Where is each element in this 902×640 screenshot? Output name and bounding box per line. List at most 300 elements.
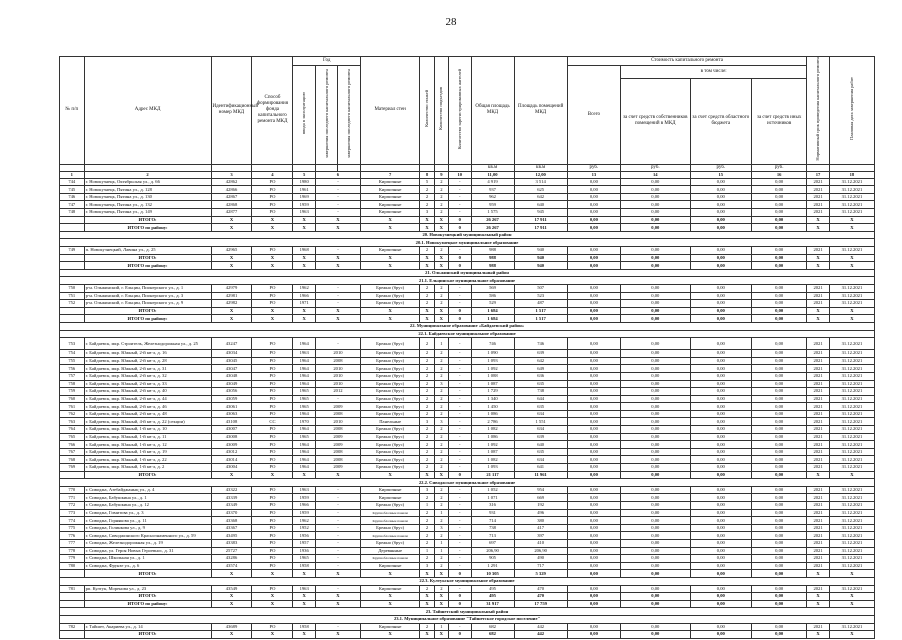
table-cell: 0,00 xyxy=(620,593,690,601)
table-cell: 0,00 xyxy=(567,623,620,631)
table-cell: 771 xyxy=(60,494,85,502)
table-cell: 757 xyxy=(60,372,85,380)
table-cell: - xyxy=(449,448,472,456)
table-cell: 31.12.2021 xyxy=(829,357,874,365)
table-cell: Брежно (брус) xyxy=(360,284,419,292)
table-cell: 0,00 xyxy=(567,509,620,517)
table-cell: 0,00 xyxy=(567,562,620,570)
table-cell: 0,00 xyxy=(690,517,751,525)
table-cell: 1 xyxy=(420,547,434,555)
table-cell: 0,00 xyxy=(752,403,807,411)
total-row xyxy=(60,216,875,224)
table-cell: 2 xyxy=(420,372,434,380)
table-cell: 2 xyxy=(434,517,448,525)
table-cell: 0 xyxy=(449,593,472,601)
table-cell: РО xyxy=(252,426,293,434)
table-cell: 0,00 xyxy=(620,494,690,502)
table-cell: 0,00 xyxy=(567,193,620,201)
table-cell: 754 xyxy=(60,350,85,358)
table-cell: X xyxy=(434,570,448,578)
table-cell: 2 xyxy=(434,410,448,418)
table-cell: 772 xyxy=(60,502,85,510)
table-cell: 0,00 xyxy=(567,307,620,315)
table-cell: 2 xyxy=(434,562,448,570)
table-cell: 0,00 xyxy=(567,403,620,411)
table-cell: РО xyxy=(252,178,293,186)
table-cell: 0,00 xyxy=(620,209,690,217)
table-cell: г. Новокузнецк, Пятина ул., д. 149 xyxy=(84,209,211,217)
table-cell: 397 xyxy=(514,532,567,540)
table-cell: 0,00 xyxy=(620,300,690,308)
table-cell: 0,00 xyxy=(690,357,751,365)
table-cell: 1 xyxy=(434,509,448,517)
table-cell: Кирпичные xyxy=(360,585,419,593)
table-cell: 0,00 xyxy=(690,201,751,209)
table-cell: 713 xyxy=(471,532,514,540)
table-cell: 0,00 xyxy=(567,547,620,555)
table-cell: 940 xyxy=(514,262,567,270)
table-cell: 2021 xyxy=(807,562,830,570)
col-id: Идентификационный номер МКД xyxy=(211,57,252,165)
table-row xyxy=(60,509,875,517)
table-cell: 0,00 xyxy=(620,448,690,456)
table-cell: 2 xyxy=(434,209,448,217)
table-cell: 1964 xyxy=(293,426,316,434)
table-row xyxy=(60,388,875,396)
table-cell: 43045 xyxy=(211,357,252,365)
table-cell: X xyxy=(420,307,434,315)
table-cell: г. Байдаевск, мкр. Южный, 1-й кв-л, д. 2 xyxy=(84,464,211,472)
table-cell: - xyxy=(315,486,360,494)
table-cell: 782 xyxy=(60,623,85,631)
table-cell: 0,00 xyxy=(567,224,620,232)
table-cell: X xyxy=(293,216,316,224)
table-cell: 642 xyxy=(514,193,567,201)
table-row xyxy=(60,464,875,472)
table-cell: 2008 xyxy=(315,410,360,418)
table-cell: 2010 xyxy=(315,418,360,426)
table-cell: X xyxy=(252,631,293,639)
table-cell: Брежно (брус) xyxy=(360,441,419,449)
table-cell: 2021 xyxy=(807,292,830,300)
table-cell: 3 xyxy=(420,209,434,217)
table-cell: 0,00 xyxy=(620,539,690,547)
table-cell: 0,00 xyxy=(690,247,751,255)
table-cell: 1 xyxy=(434,547,448,555)
table-cell: Кирпичные xyxy=(360,186,419,194)
table-cell: Крупноблочные панели xyxy=(360,532,419,540)
column-number: 7 xyxy=(360,171,419,178)
table-cell: 1963 xyxy=(293,209,316,217)
table-cell: 42981 xyxy=(211,292,252,300)
table-cell: г. Байдаевск, мкр. Южный, 2-й кв-л, д. 40 xyxy=(84,388,211,396)
table-cell: 1 684 xyxy=(471,315,514,323)
table-cell: X xyxy=(293,307,316,315)
table-cell: 0,00 xyxy=(752,593,807,601)
table-cell: - xyxy=(315,395,360,403)
section-title: 22.3. Култукское муниципальное образование xyxy=(60,577,875,585)
table-cell: 2 xyxy=(434,448,448,456)
table-cell: X xyxy=(211,307,252,315)
table-cell: 2 xyxy=(434,388,448,396)
table-cell: 746 xyxy=(514,338,567,350)
table-cell: 0,00 xyxy=(620,471,690,479)
table-cell: 0,00 xyxy=(752,486,807,494)
table-cell: 43549 xyxy=(211,585,252,593)
table-cell: X xyxy=(293,631,316,639)
table-cell: 0,00 xyxy=(620,486,690,494)
table-cell: 0,00 xyxy=(567,315,620,323)
table-cell: 0,00 xyxy=(752,338,807,350)
table-cell: г. Байдаевск, мкр. Южный, 2-й кв-л, д. 44 xyxy=(84,395,211,403)
table-cell: - xyxy=(315,539,360,547)
table-cell: 43034 xyxy=(211,350,252,358)
table-cell: 755 xyxy=(60,357,85,365)
table-row xyxy=(60,338,875,350)
table-cell: 2 xyxy=(420,186,434,194)
table-cell: 3 xyxy=(434,524,448,532)
table-cell: 0,00 xyxy=(690,300,751,308)
table-cell: X xyxy=(211,315,252,323)
table-cell: 764 xyxy=(60,426,85,434)
table-cell: 507 xyxy=(514,284,567,292)
table-cell: 763 xyxy=(60,418,85,426)
table-cell: 2009 xyxy=(315,441,360,449)
table-cell: X xyxy=(434,315,448,323)
table-cell: 2021 xyxy=(807,284,830,292)
table-cell: 0,00 xyxy=(690,600,751,608)
table-cell: - xyxy=(315,186,360,194)
table-cell: 2021 xyxy=(807,350,830,358)
table-cell: г. Новокузнецк, Пятина ул., д. 132 xyxy=(84,201,211,209)
table-cell: 2021 xyxy=(807,524,830,532)
column-number: 2 xyxy=(84,171,211,178)
table-cell: 0,00 xyxy=(690,471,751,479)
table-cell: 43009 xyxy=(211,441,252,449)
table-cell: ИТОГО: xyxy=(84,254,211,262)
table-row xyxy=(60,494,875,502)
table-cell: X xyxy=(211,471,252,479)
table-cell: 0,00 xyxy=(690,562,751,570)
table-cell: 0,00 xyxy=(690,388,751,396)
table-cell: 1961 xyxy=(293,186,316,194)
table-cell: 2008 xyxy=(315,426,360,434)
table-cell: 744 xyxy=(60,178,85,186)
total-row xyxy=(60,254,875,262)
table-cell xyxy=(60,307,85,315)
table-cell: 1 517 xyxy=(514,307,567,315)
table-cell: 641 xyxy=(514,464,567,472)
table-cell: 0,00 xyxy=(690,426,751,434)
table-cell: рп. Култук, Моренова ул., д. 23 xyxy=(84,585,211,593)
table-cell: 0,00 xyxy=(567,201,620,209)
table-cell: 0,00 xyxy=(752,539,807,547)
table-cell: X xyxy=(420,631,434,639)
table-cell: 0,00 xyxy=(620,631,690,639)
table-cell: 0,00 xyxy=(690,418,751,426)
table-cell: 470 xyxy=(514,593,567,601)
table-cell: 2021 xyxy=(807,486,830,494)
table-row xyxy=(60,395,875,403)
table-cell: 1 092 xyxy=(471,441,514,449)
table-cell: X xyxy=(360,262,419,270)
table-cell xyxy=(60,570,85,578)
table-cell: X xyxy=(829,471,874,479)
table-cell: - xyxy=(449,418,472,426)
table-cell: 988 xyxy=(471,247,514,255)
table-cell: 1962 xyxy=(293,517,316,525)
table-cell: 0,00 xyxy=(567,486,620,494)
table-cell: 0,00 xyxy=(567,631,620,639)
table-cell: 767 xyxy=(60,448,85,456)
table-cell: 380 xyxy=(514,517,567,525)
table-cell: - xyxy=(449,517,472,525)
table-cell: 31.12.2021 xyxy=(829,178,874,186)
table-cell: X xyxy=(315,593,360,601)
table-cell: 43056 xyxy=(211,388,252,396)
table-cell: РО xyxy=(252,509,293,517)
column-number: 1 xyxy=(60,171,85,178)
table-cell: 0,00 xyxy=(690,193,751,201)
table-row xyxy=(60,441,875,449)
table-cell: 0,00 xyxy=(620,509,690,517)
table-cell: 2021 xyxy=(807,464,830,472)
table-cell: 0,00 xyxy=(567,388,620,396)
table-cell: 0,00 xyxy=(620,547,690,555)
table-cell: 1 551 xyxy=(514,418,567,426)
table-cell: 0,00 xyxy=(620,570,690,578)
table-cell: - xyxy=(315,338,360,350)
section-title: 22.2. Сиводжское муниципальное образование xyxy=(60,479,875,487)
table-cell: 0,00 xyxy=(752,471,807,479)
table-cell: 529 xyxy=(471,300,514,308)
table-cell: 770 xyxy=(60,486,85,494)
table-cell: 2 xyxy=(420,193,434,201)
table-cell: 5 xyxy=(420,178,434,186)
table-cell: 2021 xyxy=(807,532,830,540)
column-number: 5 xyxy=(293,171,316,178)
table-cell: 0,00 xyxy=(752,178,807,186)
table-cell: 2008 xyxy=(315,448,360,456)
table-cell: 2 xyxy=(434,433,448,441)
table-cell: 26 267 xyxy=(471,224,514,232)
table-cell: 773 xyxy=(60,509,85,517)
table-cell: 0,00 xyxy=(690,307,751,315)
table-cell: 0,00 xyxy=(752,623,807,631)
page-number: 28 xyxy=(445,16,457,28)
table-cell: X xyxy=(360,631,419,639)
table-cell: г. Байдаевск, мкр. Южный, 2-й кв-л, д. 32 xyxy=(84,372,211,380)
capital-repair-table xyxy=(59,56,875,639)
table-cell: 717 xyxy=(514,562,567,570)
table-cell: 0,00 xyxy=(752,585,807,593)
table-cell: 0,00 xyxy=(690,441,751,449)
table-row xyxy=(60,623,875,631)
table-cell: 2021 xyxy=(807,555,830,563)
table-cell: 682 xyxy=(471,631,514,639)
table-cell: Кирпичные xyxy=(360,247,419,255)
table-cell: г. Байдаевск, мкр. Южный, 1-й кв-л, д. 19 xyxy=(84,448,211,456)
table-cell: X xyxy=(293,224,316,232)
table-cell: - xyxy=(315,300,360,308)
table-cell: 0,00 xyxy=(690,315,751,323)
table-cell: 2 xyxy=(420,395,434,403)
table-cell: РО xyxy=(252,209,293,217)
table-cell: 2 786 xyxy=(471,418,514,426)
table-cell: 905 xyxy=(471,555,514,563)
table-cell: 752 xyxy=(60,300,85,308)
table-cell: 2021 xyxy=(807,433,830,441)
table-cell: 2 xyxy=(434,555,448,563)
table-cell: 0,00 xyxy=(620,216,690,224)
table-cell: 765 xyxy=(60,433,85,441)
col-premises-area: Площадь помещений МКД xyxy=(514,57,567,165)
table-cell: 31.12.2021 xyxy=(829,388,874,396)
table-cell: 1 052 xyxy=(471,486,514,494)
section-title: 23.1. Муниципальное образование "Тайшетское городское поселение" xyxy=(60,615,875,623)
table-cell: 31.12.2021 xyxy=(829,448,874,456)
table-cell: 2021 xyxy=(807,517,830,525)
table-cell: - xyxy=(315,201,360,209)
table-cell: 0,00 xyxy=(620,524,690,532)
table-cell: X xyxy=(252,600,293,608)
table-cell: Брежно (брус) xyxy=(360,350,419,358)
table-cell: РО xyxy=(252,193,293,201)
table-cell: 2 xyxy=(420,532,434,540)
table-cell: - xyxy=(449,426,472,434)
table-cell: ИТОГО: xyxy=(84,216,211,224)
table-cell: 0,00 xyxy=(567,524,620,532)
table-cell: 988 xyxy=(471,262,514,270)
table-cell: 1964 xyxy=(293,441,316,449)
table-cell: 2 xyxy=(434,464,448,472)
table-cell: 0,00 xyxy=(752,410,807,418)
table-cell: 0,00 xyxy=(620,338,690,350)
col-address: Адрес МКД xyxy=(84,57,211,165)
table-cell: - xyxy=(315,623,360,631)
table-cell: 42877 xyxy=(211,209,252,217)
table-cell: X xyxy=(211,216,252,224)
table-cell: - xyxy=(449,441,472,449)
table-cell: X xyxy=(315,307,360,315)
section-title: 22. Муниципальное образование «Байдаевский район» xyxy=(60,322,875,330)
table-cell: 0,00 xyxy=(752,380,807,388)
table-cell: 1 xyxy=(420,502,434,510)
table-cell: 2 xyxy=(420,464,434,472)
table-cell: - xyxy=(449,456,472,464)
table-cell: 2008 xyxy=(315,357,360,365)
table-cell: - xyxy=(315,494,360,502)
table-cell: 0 xyxy=(449,216,472,224)
table-cell: Брежно (брус) xyxy=(360,365,419,373)
table-cell: - xyxy=(449,365,472,373)
table-cell: 0,00 xyxy=(752,209,807,217)
table-cell: X xyxy=(807,307,830,315)
table-cell: 0 xyxy=(449,224,472,232)
table-cell: 635 xyxy=(514,448,567,456)
table-cell: 0,00 xyxy=(567,456,620,464)
table-cell: 0,00 xyxy=(620,380,690,388)
table-cell: - xyxy=(449,388,472,396)
table-cell: Кирпичные xyxy=(360,178,419,186)
table-cell: 2021 xyxy=(807,456,830,464)
table-cell: 2 xyxy=(434,357,448,365)
table-cell: СС xyxy=(252,418,293,426)
table-cell: - xyxy=(449,509,472,517)
table-cell: 1936 xyxy=(293,547,316,555)
table-cell: Брежно (брус) xyxy=(360,448,419,456)
table-cell: 43370 xyxy=(211,509,252,517)
table-cell: 31.12.2021 xyxy=(829,502,874,510)
table-cell: 1965 xyxy=(293,555,316,563)
table-cell: 2 xyxy=(420,292,434,300)
table-cell: 0,00 xyxy=(690,631,751,639)
col-cost-group: Стоимость капитального ремонта xyxy=(567,57,807,66)
table-cell: 0,00 xyxy=(690,365,751,373)
total-row xyxy=(60,315,875,323)
table-cell: 768 xyxy=(60,456,85,464)
table-cell: 3 xyxy=(420,418,434,426)
table-cell: 0,00 xyxy=(620,403,690,411)
table-cell: 43049 xyxy=(211,380,252,388)
table-cell: 31.12.2021 xyxy=(829,284,874,292)
table-cell: 0,00 xyxy=(567,247,620,255)
table-cell: 2 xyxy=(434,193,448,201)
table-cell: 31.12.2021 xyxy=(829,524,874,532)
table-cell: РО xyxy=(252,585,293,593)
table-cell: 495 xyxy=(471,593,514,601)
table-cell: 2 xyxy=(420,623,434,631)
table-cell: 442 xyxy=(514,631,567,639)
table-cell: 192 xyxy=(514,502,567,510)
table-row xyxy=(60,209,875,217)
table-cell: 0,00 xyxy=(567,426,620,434)
table-cell: 1966 xyxy=(293,502,316,510)
table-cell: РО xyxy=(252,486,293,494)
table-cell: Брежно (брус) xyxy=(360,524,419,532)
table-cell: 769 xyxy=(60,464,85,472)
table-cell: 1 517 xyxy=(514,315,567,323)
table-cell: 0,00 xyxy=(620,365,690,373)
table-cell: р-н. Ольжинский, г. Ельцин, Пионерского ул., д. 3 xyxy=(84,292,211,300)
table-cell: ИТОГО: xyxy=(84,471,211,479)
table-cell: 43367 xyxy=(211,524,252,532)
table-cell: 0,00 xyxy=(752,532,807,540)
table-cell: 0,00 xyxy=(752,247,807,255)
table-cell: 2 xyxy=(420,524,434,532)
table-cell: 2009 xyxy=(315,403,360,411)
table-cell: Крупноблочные панели xyxy=(360,509,419,517)
column-number: 12,00 xyxy=(514,171,567,178)
table-cell: 0,00 xyxy=(567,365,620,373)
table-cell: 940 xyxy=(514,247,567,255)
table-cell: 2 xyxy=(420,517,434,525)
table-cell: X xyxy=(434,600,448,608)
table-cell: 1 093 xyxy=(471,357,514,365)
table-cell: - xyxy=(315,532,360,540)
table-cell: 2021 xyxy=(807,623,830,631)
table-row xyxy=(60,585,875,593)
table-cell: 649 xyxy=(514,365,567,373)
table-cell: 31.12.2021 xyxy=(829,350,874,358)
table-cell: 2 xyxy=(434,494,448,502)
table-cell: X xyxy=(434,262,448,270)
col-regional: за счет средств областного бюджета xyxy=(690,78,751,164)
table-cell xyxy=(60,315,85,323)
table-cell: - xyxy=(449,247,472,255)
table-cell: 0,00 xyxy=(690,262,751,270)
table-cell: 31.12.2021 xyxy=(829,433,874,441)
